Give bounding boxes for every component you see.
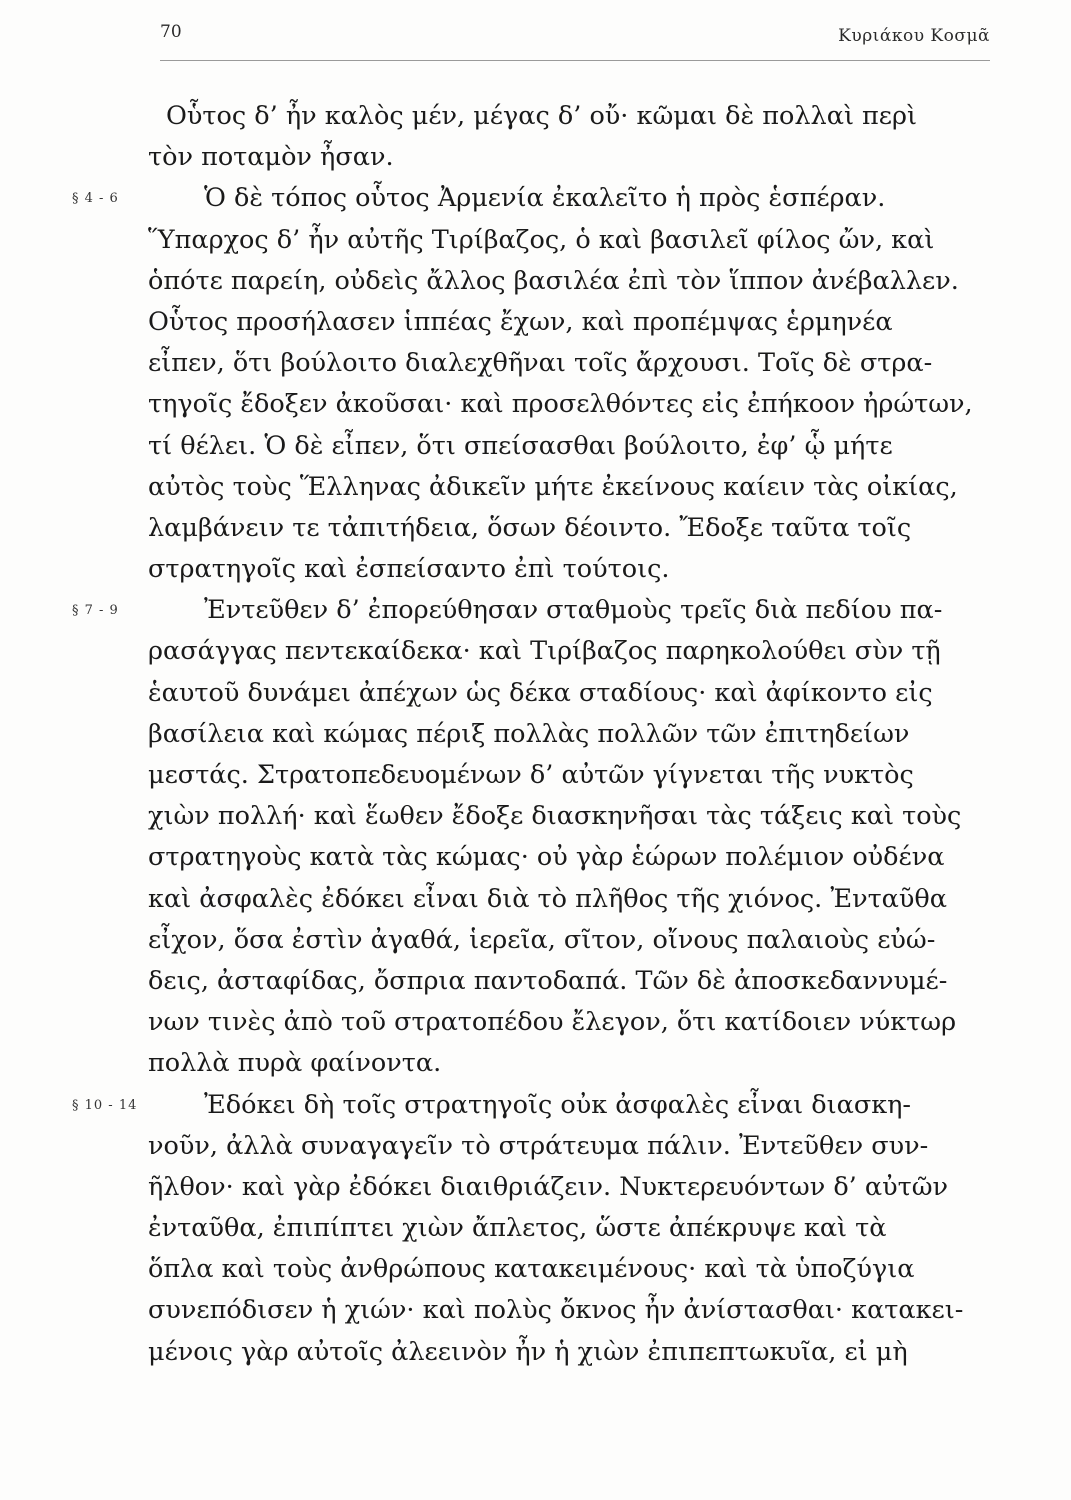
text-line: χιὼν πολλή· καὶ ἕωθεν ἔδοξε διασκηνῆσαι τὰς τάξεις καὶ τοὺς <box>148 801 962 832</box>
text-line: καὶ ἀσφαλὲς ἐδόκει εἶναι διὰ τὸ πλῆθος τῆς χιόνος. Ἐνταῦθα <box>148 883 947 914</box>
text-line: στρατηγοὺς κατὰ τὰς κώμας· οὐ γὰρ ἑώρων πολέμιον οὐδένα <box>148 842 945 873</box>
text-line: μεστάς. Στρατοπεδευομένων δ’ αὐτῶν γίγνεται τῆς νυκτὸς <box>148 760 914 790</box>
text-line: δεις, ἀσταφίδας, ὄσπρια παντοδαπά. Τῶν δὲ ἀποσκεδαννυμέ- <box>148 965 948 996</box>
text-line: Οὗτος δ’ ἦν καλὸς μέν, μέγας δ’ οὔ· κῶμαι δὲ πολλαὶ περὶ <box>166 101 918 131</box>
text-line: νων τινὲς ἀπὸ τοῦ στρατοπέδου ἔλεγον, ὅτι κατίδοιεν νύκτωρ <box>148 1007 957 1038</box>
section-marker: § 10 - 14 <box>72 1097 138 1113</box>
page-number: 70 <box>160 22 182 42</box>
text-line: Οὗτος προσήλασεν ἱππέας ἔχων, καὶ προπέμψας ἑρμηνέα <box>148 306 893 337</box>
text-line: ῆλθον· καὶ γὰρ ἐδόκει διαιθριάζειν. Νυκτερευόντων δ’ αὐτῶν <box>148 1171 949 1202</box>
section-marker: § 7 - 9 <box>72 603 119 619</box>
text-line: § 4 - 6 Ὁ δὲ τόπος οὗτος Ἀρμενία ἐκαλεῖτο ἡ πρὸς ἑσπέραν. <box>148 178 990 219</box>
text-line: ὁπότε παρείη, οὐδεὶς ἄλλος βασιλέα ἐπὶ τὸν ἵππον ἀνέβαλλεν. <box>148 265 959 296</box>
text-line: Ὕπαρχος δ’ ἦν αὐτῆς Τιρίβαζος, ὁ καὶ βασιλεῖ φίλος ὤν, καὶ <box>148 224 935 255</box>
text-line: λαμβάνειν τε τἀπιτήδεια, ὅσων δέοιντο. Ἔδοξε ταῦτα τοῖς <box>148 512 912 543</box>
section-marker: § 4 - 6 <box>72 191 119 207</box>
running-head <box>160 22 990 52</box>
text-line: ὅπλα καὶ τοὺς ἀνθρώπους κατακειμένους· καὶ τὰ ὑποζύγια <box>148 1254 915 1285</box>
text-line: τί θέλει. Ὁ δὲ εἶπεν, ὅτι σπείσασθαι βούλοιτο, ἐφ’ ᾧ μήτε <box>148 430 893 461</box>
text-line: μένοις γὰρ αὐτοῖς ἀλεεινὸν ἦν ἡ χιὼν ἐπιπεπτωκυῖα, εἰ μὴ <box>148 1336 908 1367</box>
text-line: § 7 - 9 Ἐντεῦθεν δ’ ἐπορεύθησαν σταθμοὺς τρεῖς διὰ πεδίου πα- <box>148 590 990 631</box>
text-line: τὸν ποταμὸν ἦσαν. <box>148 142 394 173</box>
text-line: συνεπόδισεν ἡ χιών· καὶ πολὺς ὄκνος ἦν ἀνίστασθαι· κατακει- <box>148 1295 964 1326</box>
text-line: νοῦν, ἀλλὰ συναγαγεῖν τὸ στράτευμα πάλιν. Ἐντεῦθεν συν- <box>148 1130 929 1161</box>
text-line: εἶχον, ὅσα ἐστὶν ἀγαθά, ἱερεῖα, σῖτον, οἴνους παλαιοὺς εὐώ- <box>148 924 936 955</box>
text-line: στρατηγοῖς καὶ ἐσπείσαντο ἐπὶ τούτοις. <box>148 554 670 585</box>
text-line: τηγοῖς ἔδοξεν ἀκοῦσαι· καὶ προσελθόντες εἰς ἐπήκοον ἠρώτων, <box>148 389 973 420</box>
text-line: ἐνταῦθα, ἐπιπίπτει χιὼν ἄπλετος, ὥστε ἀπέκρυψε καὶ τὰ <box>148 1213 887 1244</box>
text-line: πολλὰ πυρὰ φαίνοντα. <box>148 1048 442 1079</box>
text-line: ἑαυτοῦ δυνάμει ἀπέχων ὡς δέκα σταδίους· καὶ ἀφίκοντο εἰς <box>148 677 933 708</box>
text-line: αὐτὸς τοὺς Ἕλληνας ἀδικεῖν μήτε ἐκείνους καίειν τὰς οἰκίας, <box>148 471 958 502</box>
text-line: εἶπεν, ὅτι βούλοιτο διαλεχθῆναι τοῖς ἄρχουσι. Τοῖς δὲ στρα- <box>148 348 933 379</box>
running-title: Κυριάκου Κοσμᾶ <box>838 26 990 46</box>
text-line: § 10 - 14 Ἐδόκει δὴ τοῖς στρατηγοῖς οὐκ ἀσφαλὲς εἶναι διασκη- <box>148 1085 990 1126</box>
header-rule <box>160 60 990 61</box>
text-line: ρασάγγας πεντεκαίδεκα· καὶ Τιρίβαζος παρηκολούθει σὺν τῇ <box>148 636 941 667</box>
text-line: βασίλεια καὶ κώμας πέριξ πολλὰς πολλῶν τῶν ἐπιτηδείων <box>148 718 910 749</box>
body-text <box>72 96 990 1373</box>
